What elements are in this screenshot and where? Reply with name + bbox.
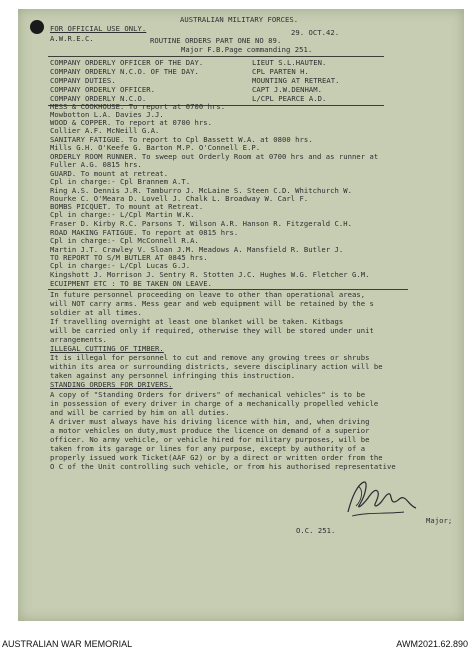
paragraph-line: officer. No army vehicle, or vehicle hired for military purposes, will be bbox=[50, 435, 370, 444]
duty-value: CPL PARTEN H. bbox=[252, 67, 309, 76]
duty-label: COMPANY ORDERLY N.C.O. OF THE DAY. bbox=[50, 67, 199, 76]
paragraph-line: arrangements. bbox=[50, 335, 107, 344]
section-heading: ROAD MAKING FATIGUE. To report at 0815 hrs. bbox=[50, 228, 239, 237]
header-rule bbox=[48, 56, 384, 57]
name-list: Ring A.S. Dennis J.R. Tamburro J. McLaine S. Steen C.D. Whitchurch W. bbox=[50, 186, 353, 195]
paragraph-line: A copy of "Standing Orders for drivers" of mechanical vehicles" is to be bbox=[50, 390, 366, 399]
duty-value: LIEUT S.L.HAUTEN. bbox=[252, 58, 327, 67]
duty-value: L/CPL PEARCE A.D. bbox=[252, 94, 327, 103]
org-heading: AUSTRALIAN MILITARY FORCES. bbox=[180, 15, 299, 24]
paragraph-line: soldier at all times. bbox=[50, 308, 142, 317]
paragraph-line: If travelling overnight at least one blanket will be taken. Kitbags bbox=[50, 317, 344, 326]
in-charge-line: Cpl in charge:- Cpl McConnell R.A. bbox=[50, 236, 199, 245]
name-list: Mills G.H. O'Keefe G. Barton M.P. O'Connell E.P. bbox=[50, 143, 261, 152]
section-heading: STANDING ORDERS FOR DRIVERS. bbox=[50, 380, 173, 389]
paragraph-line: will NOT carry arms. Mess gear and web equipment will be retained by the s bbox=[50, 299, 374, 308]
paragraph-line: properly issued work Ticket(AAF G2) or by a direct or written order from the bbox=[50, 453, 383, 462]
name-list: Fuller A.G. 0815 hrs. bbox=[50, 160, 142, 169]
in-charge-line: Cpl in charge:- Cpl Brannem A.T. bbox=[50, 177, 191, 186]
signoff-unit: O.C. 251. bbox=[296, 526, 336, 535]
unit-code: A.W.R.E.C. bbox=[50, 34, 94, 43]
section-heading: GUARD. To mount at retreat. bbox=[50, 169, 169, 178]
orders-title: ROUTINE ORDERS PART ONE NO 89. bbox=[150, 36, 282, 45]
paragraph-line: will be carried only if required, otherwise they will be stored under unit bbox=[50, 326, 374, 335]
paragraph-line: within its area or surrounding districts, severe disciplinary action will be bbox=[50, 362, 383, 371]
paragraph-line: taken from its garage or lines for any purpose, except by authority of a bbox=[50, 444, 366, 453]
paragraph-line: In future personnel proceeding on leave to other than operational areas, bbox=[50, 290, 366, 299]
section-heading: ORDERLY ROOM RUNNER. To sweep out Orderly Room at 0700 hrs and as runner at bbox=[50, 152, 379, 161]
punch-hole bbox=[30, 20, 44, 34]
paragraph-line: a motor vehicles on duty,must produce the licence on demand of a superior bbox=[50, 426, 370, 435]
name-list: Mowbotton L.A. Davies J.J. bbox=[50, 110, 164, 119]
section-heading: WOOD & COPPER. To report at 0700 hrs. bbox=[50, 118, 212, 127]
paragraph-line: A driver must always have his driving licence with him, and, when driving bbox=[50, 417, 370, 426]
section-heading: TO REPORT TO S/M BUTLER AT 0845 hrs. bbox=[50, 253, 208, 262]
paragraph-line: taken against any personnel infringing this instruction. bbox=[50, 371, 296, 380]
name-list: Collier A.F. McNeill G.A. bbox=[50, 126, 160, 135]
paragraph-line: in possession of every driver in charge of a mechanically propelled vehicle bbox=[50, 399, 379, 408]
name-list: Martin J.T. Crawley V. Sloan J.M. Meadows A. Mansfield R. Butler J. bbox=[50, 245, 344, 254]
duty-label: COMPANY ORDERLY OFFICER. bbox=[50, 85, 156, 94]
in-charge-line: Cpl in charge:- L/Cpl Lucas G.J. bbox=[50, 261, 191, 270]
duty-label: COMPANY ORDERLY OFFICER OF THE DAY. bbox=[50, 58, 204, 67]
paragraph-line: O C of the Unit controlling such vehicle, or from his authorised representative bbox=[50, 462, 396, 471]
section-heading: ILLEGAL CUTTING OF TIMBER. bbox=[50, 344, 164, 353]
duty-value: MOUNTING AT RETREAT. bbox=[252, 76, 340, 85]
name-list: Kingshott J. Morrison J. Sentry R. Stotten J.C. Hughes W.G. Fletcher G.M. bbox=[50, 270, 370, 279]
signoff-rank: Major; bbox=[426, 516, 453, 525]
duty-value: CAPT J.W.DENHAM. bbox=[252, 85, 323, 94]
footer-accession-number: AWM2021.62.890 bbox=[396, 639, 468, 649]
name-list: Fraser D. Kirby R.C. Parsons T. Wilson A.R. Hanson R. Fitzgerald C.H. bbox=[50, 219, 353, 228]
issuer-line: Major F.B.Page commanding 251. bbox=[181, 45, 313, 54]
section-heading: MESS & COOKHOUSE. To report at 0700 hrs. bbox=[50, 102, 226, 111]
section-heading: SANITARY FATIGUE. To report to Cpl Bassett W.A. at 0800 hrs. bbox=[50, 135, 313, 144]
in-charge-line: Cpl in charge:- L/Cpl Martin W.K. bbox=[50, 210, 195, 219]
duty-label: COMPANY ORDERLY N.C.O. bbox=[50, 94, 147, 103]
duty-label: COMPANY DUTIES. bbox=[50, 76, 116, 85]
official-use-label: FOR OFFICIAL USE ONLY. bbox=[50, 24, 147, 33]
name-list: Rourke C. O'Meara D. Lovell J. Chalk L. Broadway W. Carl F. bbox=[50, 194, 309, 203]
section-heading: BOMBS PICQUET. To mount at Retreat. bbox=[50, 202, 204, 211]
paragraph-line: It is illegal for personnel to cut and remove any growing trees or shrubs bbox=[50, 353, 370, 362]
section-heading: ECUIPMENT ETC : TO BE TAKEN ON LEAVE. bbox=[50, 279, 212, 288]
paragraph-line: and will be carried by him on all duties. bbox=[50, 408, 230, 417]
footer-institution: AUSTRALIAN WAR MEMORIAL bbox=[2, 639, 133, 649]
handwritten-signature bbox=[338, 476, 420, 522]
order-date: 29. OCT.42. bbox=[291, 28, 340, 37]
